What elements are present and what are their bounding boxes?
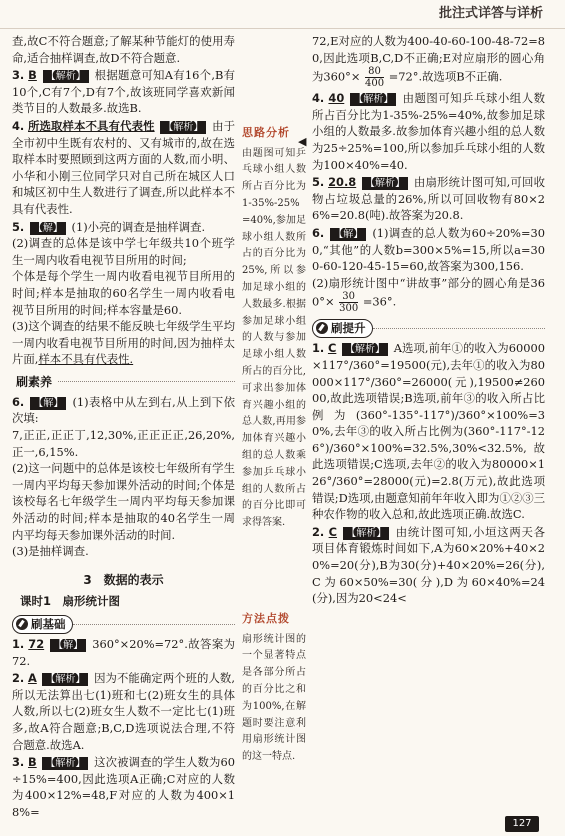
fraction: $\frac{80}{400}$: [365, 66, 385, 90]
analysis-tag: 【解析】: [160, 121, 206, 134]
q2-continuation: 查,故C不符合题意;了解某种节能灯的使用寿命,适合抽样调查,故D不符合题意.: [12, 34, 235, 65]
basic-question-1: 1. 72 【解】 360°×20%=72°.故答案为72.: [12, 637, 236, 668]
sidebar-idea-analysis: [242, 125, 306, 532]
band-shuajichu: 刷基础: [12, 614, 235, 634]
band-shuatisheng: 刷提升: [312, 318, 545, 338]
sidebar-method-tip: [242, 611, 306, 766]
analysis-tag: 【解析】: [43, 70, 89, 83]
sidebar-head-2: 方法点拨: [242, 612, 290, 625]
pen-icon: [16, 618, 28, 630]
right-column: [312, 33, 545, 607]
q6-line3: (2)这一问题中的总体是该校七年级所有学生一周内平均每天参加课外活动的时间;个体是该校每名七年级学生一周内平均每天参加课外活动的时间;样本是抽取的40名学生一周内平均每天参加课外活动的时间.: [12, 461, 235, 542]
answer-3: B: [28, 68, 37, 83]
q5-line4: (3)这个调查的结果不能反映七年级学生平均一周内收看电视节目所用的时间,因为抽样太片面,样本不具有代表性.: [12, 319, 235, 367]
answer-4: 所选取样本不具有代表性: [28, 118, 155, 133]
section-title: 3 数据的表示: [83, 572, 164, 587]
solution-tag: 【解】: [30, 397, 66, 410]
q5-line3: 个体是每个学生一周内收看电视节目所用的时间;样本是抽取的60名学生一周内收看电视节目所用的时间;样本容量是60.: [12, 269, 235, 317]
pen-icon: [316, 322, 328, 334]
sidebar-head-1: 思路分析: [242, 126, 290, 139]
q5-line2: (2)调查的总体是该中学七年级共10个班学生一周内收看电视节目所用的时间;: [12, 236, 235, 267]
page-header: [0, 0, 565, 29]
right-question-6: 6. 【解】 (1)调查的总人数为60÷20%=300,“其他”的人数b=300×5%=15,所以a=300-60-120-45-15=60,故答案为300,156.: [312, 225, 545, 274]
left-column: [12, 33, 235, 821]
header-title: 批注式详答与详析: [438, 6, 543, 21]
sidebar-text-2: 扇形统计图的一个显著特点是各部分所占的百分比之和为100%,在解题时要注意利用扇形统计图的这一特点.: [242, 633, 306, 763]
fraction: $\frac{30}{300}$: [339, 291, 359, 315]
right-continuation: 72,E对应的人数为400-40-60-100-48-72=80,因此选项B,C,D不正确;E对应扇形的圆心角为360°× $\frac{80}{400}$ =72°.故选项B不正确.: [312, 34, 545, 90]
right-question-4: 4. 40 【解析】 由题图可知乒乓球小组人数所占百分比为1-35%-25%=40%,故参加足球小组的人数最多.故参加体育兴趣小组的总人数为25÷25%=100,所以参加乒乓球小组的人数为100×40%=40.: [312, 91, 546, 172]
q3-text: 根据题意可知A有16个,B有10个,C有7个,D有7个,故该班同学喜欢新闻类节目的人数最多.故选B.: [12, 68, 235, 116]
lesson-title: 课时1 扇形统计图: [20, 594, 121, 609]
q6-line2: 7,正正,正正丁,12,30%,正正正正,26,20%,正一,6,15%.: [12, 428, 235, 459]
question-3: 3. B 【解析】 根据题意可知A有16个,B有10个,C有7个,D有7个,故该班同学喜欢新闻类节目的人数最多.故选B.: [12, 68, 235, 116]
q6-line4: (3)是抽样调查.: [12, 544, 89, 559]
page-number: 127: [505, 816, 539, 832]
advanced-question-2: 2. C 【解析】 由统计图可知,小垣这两天各项目体育锻炼时间如下,A为60×20%+40×20%=20(分),B为30(分)+40×20%=26(分),C为60×50%=30(分),D为60×40%=24(分),因为20<24<: [312, 524, 546, 606]
basic-question-3: 3. B 【解析】 这次被调查的学生人数为60÷15%=400,因此选项A正确;C对应的人数为400×12%=48,F对应的人数为400×18%=: [12, 755, 236, 819]
arrow-icon: ◀: [298, 135, 307, 148]
advanced-question-1: 1. C 【解析】 A选项,前年①的收入为60000×117°/360°=19500(元),去年①的收入为80000×117°/360°=26000(元),19500≠26000,故此选项错误;B选项,前年③的收入所占比例为(360°-135°-117°)/360°×100%=30%,去年③的收入所占比例为(360°-117°-126°)/360°×100%=32.5%,30%<32.5%,故此选项错误;C选项,去年②的收入为80000×126°/360°=28000(元)=2.8(万元),故此选项错误;D选项,由题意知前年年收入即为①②③三种农作物的收入总和,故此选项正确.故选C.: [312, 341, 546, 522]
question-5: 5. 【解】 (1)小亮的调查是抽样调查.: [12, 219, 206, 234]
basic-question-2: 2. A 【解析】 因为不能确定两个班的人数,所以无法算出七(1)班和七(2)班女生的具体人数,所以七(2)班女生人数不一定比七(1)班多,故A符合题意;B,C,D选项说法合理,不符合题意.故选A.: [12, 671, 235, 752]
solution-tag: 【解】: [30, 222, 66, 235]
question-4: 4. 所选取样本不具有代表性 【解析】 由于全市初中生既有农村的、又有城市的,故在选取样本时要照顾到这两方面的人数,而小明、小华和小刚三位同学只对自己所在城区人口和城区初中生人数进行了调查,所以此样本不具有代表性.: [12, 118, 236, 216]
band-shuasuyang: 刷素养: [12, 372, 235, 392]
sidebar-text-1: 由题图可知乒乓球小组人数所占百分比为1-35%-25%=40%,参加足球小组人数所占的百分比为25%,所以参加足球小组的人数最多.根据参加足球小组的人数与参加足球小组人数所占的百分比,可求出参加体育兴趣小组的总人数,再用参加体育兴趣小组的总人数乘参加乒乓球小组的人数所占的百分比即可求得答案.: [242, 147, 306, 529]
right-q6-line2: (2)扇形统计图中“讲故事”部分的圆心角是360°× $\frac{30}{300}$ =36°.: [312, 275, 545, 315]
question-6: 6. 【解】 (1)表格中从左到右,从上到下依次填:: [12, 394, 235, 426]
right-question-5: 5. 20.8 【解析】 由扇形统计图可知,可回收物占垃圾总量的26%,所以可回收物有80×26%=20.8(吨).故答案为20.8.: [312, 175, 545, 223]
q4-text: 由于全市初中生既有农村的、又有城市的,故在选取样本时要照顾到这两方面的人数,而小明、小华和小刚三位同学只对自己所在城区人口和城区初中生人数进行了调查,所以此样本不具有代表性.: [12, 118, 236, 216]
